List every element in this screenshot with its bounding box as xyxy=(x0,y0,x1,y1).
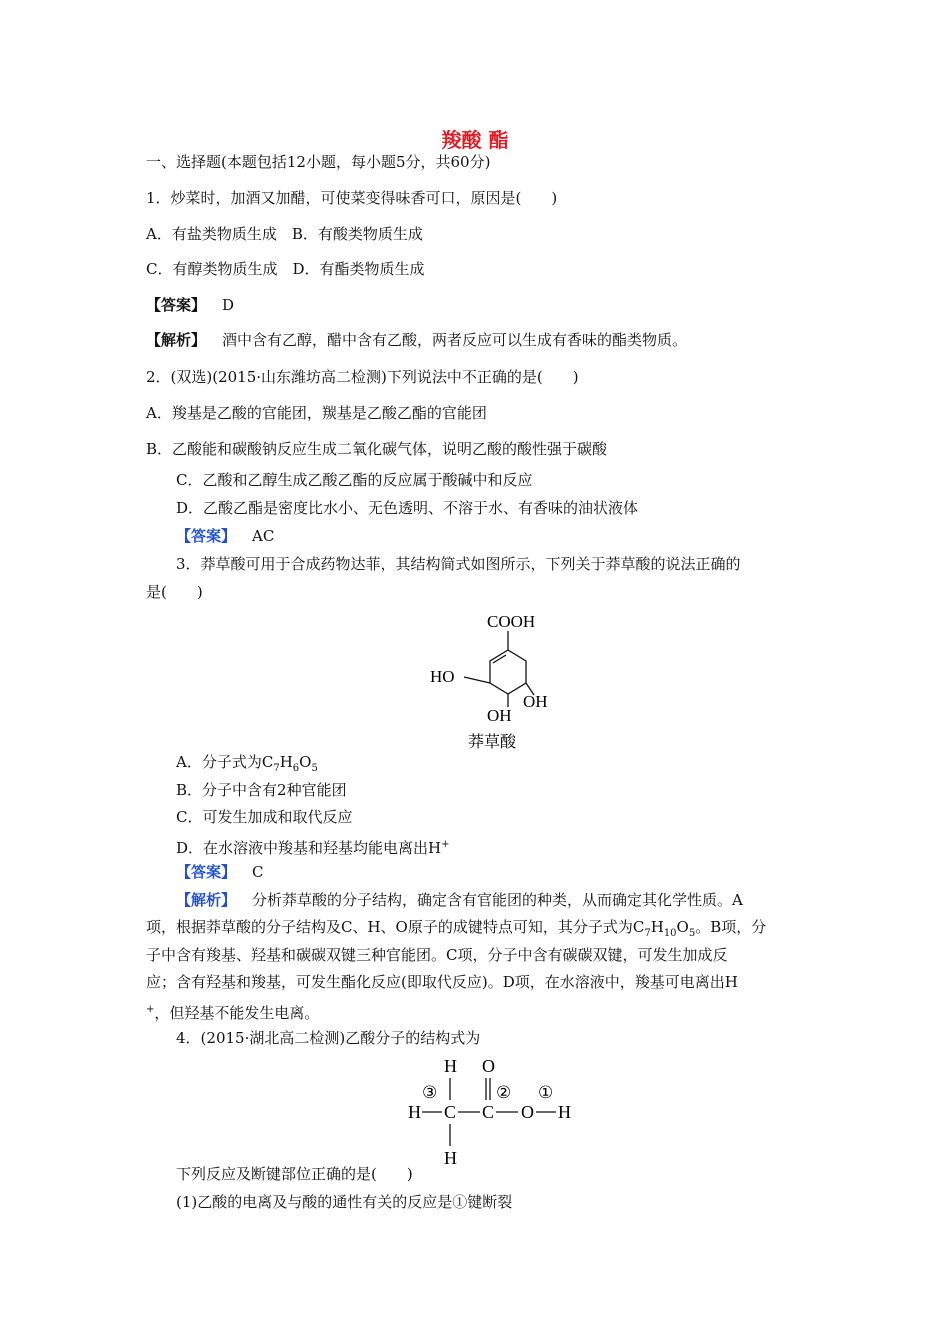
q2-option-d: D．乙酸乙酯是密度比水小、无色透明、不溶于水、有香味的油状液体 xyxy=(176,499,639,517)
analysis-tag: 【解析】 xyxy=(146,331,207,349)
double-bond xyxy=(493,655,506,663)
oh-bottom-label: OH xyxy=(487,706,512,725)
h-top-label: H xyxy=(444,1056,457,1076)
q1-answer xyxy=(146,295,234,315)
q1-analysis xyxy=(146,330,687,350)
page-title: 羧酸 酯 xyxy=(441,128,509,152)
q3-option-b: B．分子中含有2种官能团 xyxy=(176,781,347,799)
analysis-text: 酒中含有乙醇，醋中含有乙酸，两者反应可以生成有香味的酯类物质。 xyxy=(222,331,688,349)
answer-tag: 【答案】 xyxy=(146,296,207,314)
q1-stem: 1．炒菜时，加酒又加醋，可使菜变得味香可口，原因是( ) xyxy=(146,189,558,207)
ring xyxy=(490,650,526,694)
q4-stem: 4．(2015·湖北高二检测)乙酸分子的结构式为 xyxy=(176,1029,481,1047)
answer-value: D xyxy=(222,296,235,314)
q3-analysis-line4: 应；含有羟基和羧基，可发生酯化反应(即取代反应)。D项，在水溶液中，羧基可电离出H xyxy=(146,973,738,991)
answer-tag: 【答案】 xyxy=(176,863,237,881)
bond-number-3: ③ xyxy=(422,1083,438,1102)
cooh-label: COOH xyxy=(487,612,536,631)
acetic-acid-structure xyxy=(400,1050,600,1170)
answer-tag: 【答案】 xyxy=(176,527,237,545)
q3-analysis-line3: 子中含有羧基、羟基和碳碳双键三种官能团。C项，分子中含有碳碳双键，可发生加成反 xyxy=(146,946,728,964)
c1-label: C xyxy=(444,1102,457,1122)
h-bottom-label: H xyxy=(444,1148,457,1168)
q4-line3: (1)乙酸的电离及与酸的通性有关的反应是①键断裂 xyxy=(176,1193,513,1211)
section-heading: 一、选择题(本题包括12小题，每小题5分，共60分) xyxy=(146,153,491,171)
ho-left-label: HO xyxy=(430,667,455,686)
bond xyxy=(464,677,490,683)
q2-answer xyxy=(176,526,274,546)
shikimic-acid-structure xyxy=(420,605,570,755)
q3-option-d: D．在水溶液中羧基和羟基均能电离出H+ xyxy=(176,839,450,857)
bond-number-1: ① xyxy=(538,1083,554,1102)
q2-option-a: A．羧基是乙酸的官能团，羰基是乙酸乙酯的官能团 xyxy=(146,404,487,422)
o-top-label: O xyxy=(482,1056,495,1076)
q3-stem-line2: 是( ) xyxy=(146,583,203,601)
h-right-label: H xyxy=(558,1102,571,1122)
oh-right-label: OH xyxy=(523,692,548,711)
q4-line2: 下列反应及断键部位正确的是( ) xyxy=(176,1165,413,1183)
q1-options-cd: C．有醇类物质生成 D．有酯类物质生成 xyxy=(146,260,425,278)
o-mid-label: O xyxy=(521,1102,534,1122)
h-left-label: H xyxy=(408,1102,421,1122)
q1-options-ab: A．有盐类物质生成 B．有酸类物质生成 xyxy=(146,225,423,243)
q3-option-c: C．可发生加成和取代反应 xyxy=(176,808,353,826)
q3-stem-line1: 3．莽草酸可用于合成药物达菲，其结构简式如图所示，下列关于莽草酸的说法正确的 xyxy=(176,555,741,573)
answer-value: AC xyxy=(252,527,275,545)
q3-option-a: A．分子式为$C_7H_6O_5$ xyxy=(176,753,318,774)
q3-analysis-line1: 【解析】 分析莽草酸的分子结构，确定含有官能团的种类，从而确定其化学性质。A xyxy=(176,891,743,909)
q3-analysis-line2: 项，根据莽草酸的分子结构及C、H、O原子的成键特点可知，其分子式为$C_7H_{10}O_5$。B项，分 xyxy=(146,918,767,939)
figure-caption: 莽草酸 xyxy=(468,734,517,751)
analysis-tag: 【解析】 xyxy=(176,891,237,909)
q2-option-b: B．乙酸能和碳酸钠反应生成二氧化碳气体，说明乙酸的酸性强于碳酸 xyxy=(146,440,608,458)
c2-label: C xyxy=(482,1102,495,1122)
answer-value: C xyxy=(252,863,264,881)
q2-stem: 2．(双选)(2015·山东潍坊高二检测)下列说法中不正确的是( ) xyxy=(146,368,579,386)
q3-answer xyxy=(176,862,264,882)
bond-number-2: ② xyxy=(496,1083,512,1102)
q3-analysis-line5: +，但羟基不能发生电离。 xyxy=(146,1004,320,1022)
q2-option-c: C．乙酸和乙醇生成乙酸乙酯的反应属于酸碱中和反应 xyxy=(176,471,533,489)
